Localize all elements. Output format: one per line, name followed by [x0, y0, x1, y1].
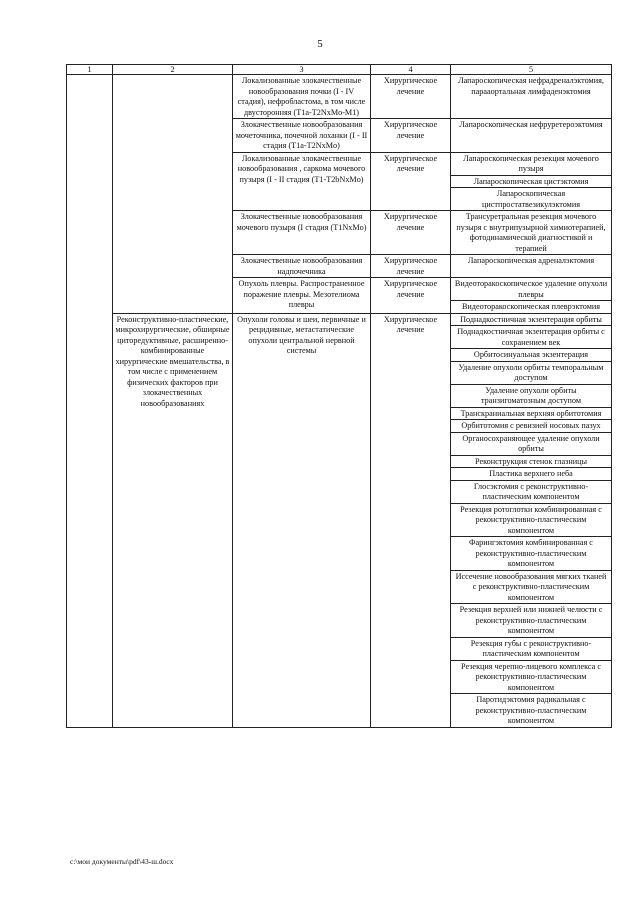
operation-cell: Лапароскопическая цистэктомия: [451, 175, 612, 188]
operation-cell: Лапароскопическая нефрадреналэктомия, парааортальная лимфаденэктомия: [451, 75, 612, 119]
diagnosis-cell: Злокачественные новообразования надпочечника: [233, 255, 371, 278]
group-name-cell: [113, 75, 233, 314]
table-row: [67, 313, 612, 326]
operation-cell: Глосэктомия с реконструктивно-пластическим компонентом: [451, 480, 612, 503]
treatment-type-cell: Хирургическое лечение: [371, 313, 451, 727]
footer-file-path: c:\мои документы\pdf\43-ш.docx: [70, 857, 174, 866]
operation-cell: Резекция ротоглотки комбинированная с реконструктивно-пластическим компонентом: [451, 503, 612, 537]
operation-cell: Удаление опухоли орбиты темпоральным доступом: [451, 361, 612, 384]
operation-cell: Орбитосинуальная экзентерация: [451, 349, 612, 362]
operation-cell: Видеоторакоскопическая плеврэктомия: [451, 301, 612, 314]
diagnosis-cell: Локализованные злокачественные новообразования , саркома мочевого пузыря (I - II стадия (T1-T2bNxMo): [233, 152, 371, 211]
operation-cell: Лапароскопическая резекция мочевого пузыря: [451, 152, 612, 175]
column-header-row: [67, 65, 612, 75]
operation-cell: Видеоторакоскопическое удаление опухоли плевры: [451, 278, 612, 301]
diagnosis-cell: Локализованные злокачественные новообразования почки (I - IV стадия), нефробластома, в том числе двусторонняя (T1a-T2NxMo-M1): [233, 75, 371, 119]
operation-cell: Лапароскопическая цистпростатвезикулэктомия: [451, 188, 612, 211]
operation-cell: Поднадкостничная экзентерация орбиты: [451, 313, 612, 326]
procedures-table: [66, 64, 612, 728]
diagnosis-cell: Опухоль плевры. Распространенное поражение плевры. Мезотелиома плевры: [233, 278, 371, 314]
operation-cell: Резекция губы с реконструктивно-пластическим компонентом: [451, 637, 612, 660]
operation-cell: Удаление опухоли орбиты транзигоматозным доступом: [451, 384, 612, 407]
treatment-type-cell: Хирургическое лечение: [371, 75, 451, 119]
diagnosis-cell: Злокачественные новообразования мочеточника, почечной лоханки (I - II стадия (T1a-T2NxMo): [233, 119, 371, 153]
operation-cell: Лапароскопическая нефруретероэктомия: [451, 119, 612, 153]
operation-cell: Паротидэктомия радикальная с реконструктивно-пластическим компонентом: [451, 694, 612, 728]
operation-cell: Орбитотомия с ревизией носовых пазух: [451, 420, 612, 433]
page-number: 5: [317, 38, 323, 50]
table-row: [67, 75, 612, 119]
operation-cell: Пластика верхнего неба: [451, 468, 612, 481]
treatment-type-cell: Хирургическое лечение: [371, 211, 451, 255]
group-name-cell: Реконструктивно-пластические, микрохирургические, обширные циторедуктивные, расширенно-комбинированные хирургические вмешательства, в том числе с применением физических факторов при злокачественных новообразованиях: [113, 313, 233, 727]
diagnosis-cell: Злокачественные новообразования мочевого пузыря (I стадия (T1NxMo): [233, 211, 371, 255]
column-1-cell: [67, 75, 113, 728]
treatment-type-cell: Хирургическое лечение: [371, 119, 451, 153]
operation-cell: Реконструкция стенок глазницы: [451, 455, 612, 468]
operation-cell: Поднадкостничная экзентерация орбиты с сохранением век: [451, 326, 612, 349]
column-header: 1: [67, 65, 113, 75]
operation-cell: Резекция черепно-лицевого комплекса с реконструктивно-пластическим компонентом: [451, 660, 612, 694]
column-header: 5: [451, 65, 612, 75]
treatment-type-cell: Хирургическое лечение: [371, 152, 451, 211]
operation-cell: Транскраниальная верхняя орбитотомия: [451, 407, 612, 420]
operation-cell: Резекция верхней или нижней челюсти с реконструктивно-пластическим компонентом: [451, 604, 612, 638]
column-header: 3: [233, 65, 371, 75]
diagnosis-cell: Опухоли головы и шеи, первичные и рецидивные, метастатические опухоли центральной нервной системы: [233, 313, 371, 727]
operation-cell: Иссечение новообразования мягких тканей с реконструктивно-пластическим компонентом: [451, 570, 612, 604]
treatment-type-cell: Хирургическое лечение: [371, 278, 451, 314]
column-header: 2: [113, 65, 233, 75]
operation-cell: Трансуретральная резекция мочевого пузыря с внутрипузырной химиотерапией, фотодинамической диагностикой и терапией: [451, 211, 612, 255]
operation-cell: Лапароскопическая адреналэктомия: [451, 255, 612, 278]
treatment-type-cell: Хирургическое лечение: [371, 255, 451, 278]
operation-cell: Органосохраняющее удаление опухоли орбиты: [451, 432, 612, 455]
operation-cell: Фарингэктомия комбинированная с реконструктивно-пластическим компонентом: [451, 537, 612, 571]
column-header: 4: [371, 65, 451, 75]
